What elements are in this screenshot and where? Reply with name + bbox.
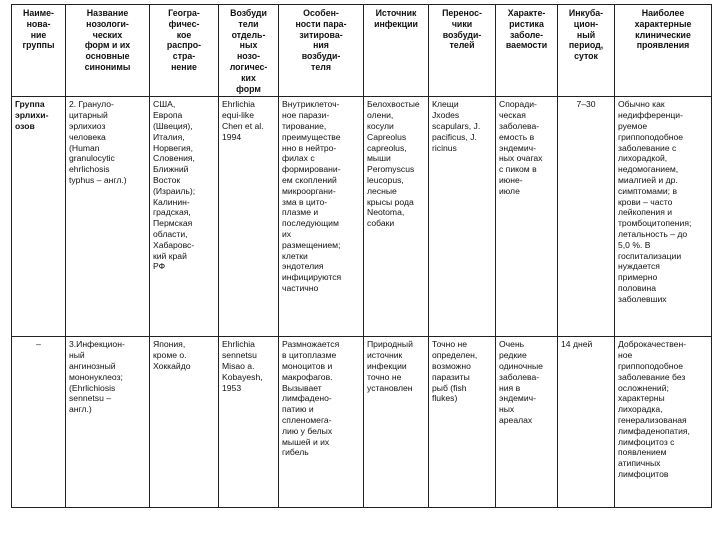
cell-geography: США, Европа (Швеция), Италия, Норвегия, Словения, Ближний Восток (Израиль); Калинин- градская, Пермская области, Хабаровс- кий край РФ	[150, 97, 219, 337]
cell-clinic: Обычно как недифференци- руемое гриппоподобное заболевание с лихорадкой, недомоганием, миалгией и др. симптомами; в крови – часто лейкопения и тромбоцитопения; летальность – до 5,0 %. В госпитализации нуждается примерно половина заболевших	[615, 97, 712, 337]
cell-vectors: Клещи Jxodes scapulars, J. pacificus, J. ricinus	[429, 97, 496, 337]
cell-name: 3.Инфекцион- ный ангинозный мононуклеоз; (Ehrlichiosis sennetsu – англ.)	[66, 337, 150, 508]
cell-parasitism: Размножается в цитоплазме моноцитов и макрофагов. Вызывает лимфадено- патию и спленомега- лию у белых мышей и их гибель	[279, 337, 364, 508]
cell-source: Природный источник инфекции точно не установлен	[364, 337, 429, 508]
cell-pathogen: Ehrlichia sennetsu Misao a. Kobayesh, 1953	[219, 337, 279, 508]
cell-parasitism: Внутриклеточ- ное парази- тирование, преимуществе нно в нейтро- филах с формировани- ем скоплений микрооргани- зма в цито- плазме и последующим их размещением; клетки эндотелия инфицируются частично	[279, 97, 364, 337]
cell-incubation: 14 дней	[558, 337, 615, 508]
cell-geography: Япония, кроме о. Хоккайдо	[150, 337, 219, 508]
cell-group: Группа эрлихи- озов	[12, 97, 66, 337]
header-parasitism: Особен- ности пара- зитирова- ния возбуди- теля	[279, 5, 364, 97]
cell-pathogen: Ehrlichia equi-like Chen et al. 1994	[219, 97, 279, 337]
header-row	[12, 5, 712, 97]
header-geography: Геогра- фичес- кое распро- стра- нение	[150, 5, 219, 97]
data-table	[11, 4, 712, 508]
table-row	[12, 97, 712, 337]
cell-incubation: 7–30	[558, 97, 615, 337]
cell-source: Белохвостые олени, косули Capreolus capreolus, мыши Peromyscus leucopus, лесные крысы рода Neotoma, собаки	[364, 97, 429, 337]
cell-group: –	[12, 337, 66, 508]
cell-vectors: Точно не определен, возможно паразиты рыб (fish flukes)	[429, 337, 496, 508]
header-group: Наиме- нова- ние группы	[12, 5, 66, 97]
header-clinic: Наиболее характерные клинические проявления	[615, 5, 712, 97]
header-source: Источник инфекции	[364, 5, 429, 97]
header-name: Название нозологи- ческих форм и их основные синонимы	[66, 5, 150, 97]
header-incubation: Инкуба- цион- ный период, суток	[558, 5, 615, 97]
header-morbidity: Характе- ристика заболе- ваемости	[496, 5, 558, 97]
table-row	[12, 337, 712, 508]
header-vectors: Перенос- чики возбуди- телей	[429, 5, 496, 97]
cell-morbidity: Очень редкие одиночные заболева- ния в эндемич- ных ареалах	[496, 337, 558, 508]
cell-name: 2. Грануло- цитарный эрлихиоз человека (Human granulocytic ehrlichosis typhus – англ.)	[66, 97, 150, 337]
cell-morbidity: Споради- ческая заболева- емость в эндемич- ных очагах с пиком в июне- июле	[496, 97, 558, 337]
header-pathogen: Возбуди тели отдель- ных нозо- логичес- ких форм	[219, 5, 279, 97]
cell-clinic: Доброкачествен- ное гриппоподобное заболевание без осложнений; характерны лихорадка, генерализованая лимфаденопатия, лимфоцитоз с появлением атипичных лимфоцитов	[615, 337, 712, 508]
